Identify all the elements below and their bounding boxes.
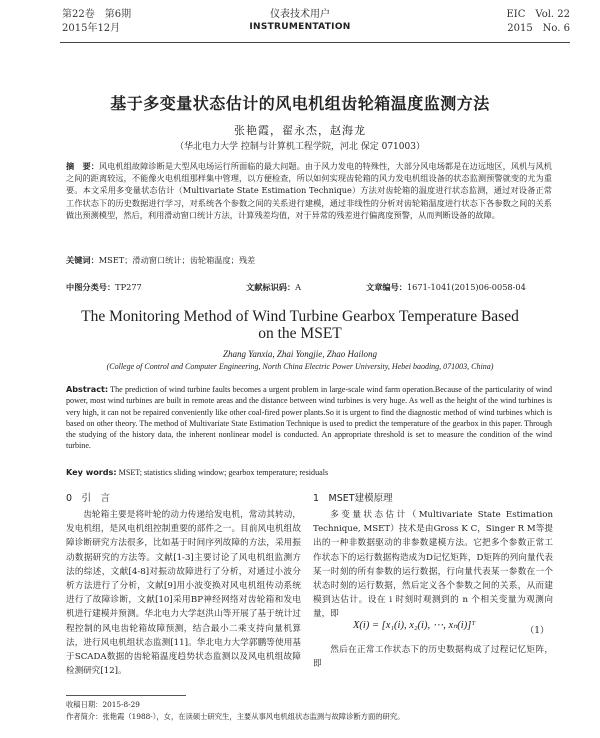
section-1-continuation: 然后在正常工作状态下的历史数据构成了过程记忆矩阵，即	[313, 645, 553, 670]
abstract-cn	[66, 160, 552, 221]
article-number-field	[366, 282, 526, 293]
paper-title-en: The Monitoring Method of Wind Turbine Gearbox Temperature Based on the MSET	[81, 308, 519, 342]
authors-en: Zhang Yanxia, Zhai Yongjie, Zhao Hailong	[222, 349, 378, 359]
clc-label: 中图分类号：	[66, 282, 116, 292]
keywords-cn-text: MSET；滑动窗口统计；齿轮箱温度；残差	[98, 255, 256, 265]
section-0-heading: 0 引 言	[66, 493, 111, 504]
header-journal-en: INSTRUMENTATION	[249, 22, 351, 32]
header-rule	[60, 42, 570, 43]
footnote-received: 收稿日期：2015-8-29	[66, 700, 140, 709]
article-number-label: 文章编号：	[366, 282, 407, 292]
running-header	[0, 8, 600, 48]
doc-code-label: 文献标识码：	[246, 282, 296, 292]
abstract-en-text: The prediction of wind turbine faults becomes a urgent problem in large-scale wind farm operation.Because of the particularity of wind power, most wind turbines are built in remote areas and the distance between wind turbines is very huge. As well as the height of the wind turbines is very high, it can not be repaired conveniently like other coal-fired power plants.So it is urgent to find the diagnostic method of wind turbines which is based on other theory. The method of Multivariate State Estimation Technique is used to predict the temperature of the gearbox in this paper. Through the studying of the history data, the inherent nonlinear model is conducted. An appropriate threshold is set to measure the condition of the wind turbine.	[66, 385, 552, 451]
authors-cn: 张艳霞，翟永杰，赵海龙	[234, 124, 366, 137]
article-number-value: 1671-1041(2015)06-0058-04	[406, 282, 526, 292]
keywords-cn	[66, 255, 552, 266]
header-volume-en: EIC Vol. 22	[506, 9, 570, 20]
header-date-cn: 2015年12月	[62, 23, 121, 34]
header-right	[506, 8, 570, 36]
section-0-body: 齿轮箱主要是将叶轮的动力传递给发电机，常动其转动，发电机组，是风电机组控制重要的部件之一。目前风电机组故障诊断研究方法很多，比如基于时间序列故障的方法，采用振动数据研究的方法等。文献[1-3]主要讨论了风电机组监测方法的综述，文献[4-8]对振动故障进行了分析，对通过小波分析方法进行了分析，文献[9]用小波变换对风电机组传动系统进行了故障诊断，文献[10]采用BP神经网络对齿轮箱和发电机进行建模并预测。华北电力大学赵洪山等开展了基于统计过程控制的风电齿轮箱故障预测，结合最小二乘支持向量机算法，进行风电机组状态监测[11]。华北电力大学郭鹏等使用基于SCADA数据的齿轮箱温度趋势状态监测以及风电机组故障检测研究[12]。	[66, 510, 301, 677]
classification-row	[66, 282, 552, 294]
abstract-cn-label: 摘 要：	[66, 161, 99, 171]
section-1-body: 多变量状态估计（Multivariate State Estimation Technique, MSET）技术是由Gross K C，Singer R M等提出的一种非数据驱动的非参数建模方法。它把多个参数正常工作状态下的运行数据构造成为D记忆矩阵，D矩阵的列向量代表某一时刻的所有参数的运行数据，行向量代表某一参数在一个状态时刻的运行数据，然后定义各个参数之间的关系，从而建模到达估计。设在 i 时刻时观测到的 n 个相关变量为观测向量，即	[313, 510, 553, 620]
abstract-en-label: Abstract:	[66, 384, 109, 394]
abstract-cn-text: 风电机组故障诊断是大型风电场运行所面临的最大问题。由于风力发电的特殊性，大部分风电场都是在边远地区，风机与风机之间的距离较远，不能像火电机组那样集中管理，以方便检查，所以如何实现齿轮箱的风力发电机组设备的状态监测预警就变的尤为重要。本文采用多变量状态估计（Multivariate State Estimation Technique）方法对齿轮箱的温度进行状态监测，通过对设备正常工作状态下的历史数据进行学习，对系统各个参数之间的关系进行建模，通过非线性的分析对齿轮箱温度进行状态下各参数之间的关系做出预测模型，然后，利用滑动窗口统计方法，计算残差均值，对于异常的残差进行偏离度预警，从而判断设备的故障。	[66, 161, 552, 220]
keywords-en-label: Key words:	[66, 467, 117, 477]
header-journal-cn: 仪表技术用户	[270, 9, 330, 20]
footnote-rule	[66, 695, 186, 696]
header-volume-cn: 第22卷 第6期	[62, 9, 132, 20]
clc-field	[66, 282, 142, 293]
abstract-en	[66, 384, 552, 452]
keywords-en	[66, 467, 552, 477]
doc-code-value: A	[295, 282, 302, 292]
affiliation-cn: （华北电力大学 控制与计算机工程学院，河北 保定 071003）	[175, 142, 425, 152]
keywords-en-text: MSET; statistics sliding window; gearbox temperature; residuals	[118, 468, 329, 477]
doc-code-field	[246, 282, 301, 293]
clc-value: TP277	[115, 282, 142, 292]
header-issue-en: 2015 No. 6	[507, 23, 570, 34]
affiliation-en: (College of Control and Computer Engineering, North China Electric Power University, Hebei baoding, 071003, China)	[106, 362, 494, 371]
equation-1-body: X(i) = [x₁(i), x₂(i), ⋯, xₙ(i)]ᵀ	[353, 620, 476, 631]
section-1-heading: 1 MSET建模原理	[313, 493, 393, 504]
paper-title-cn: 基于多变量状态估计的风电机组齿轮箱温度监测方法	[110, 94, 490, 113]
keywords-cn-label: 关键词：	[66, 255, 99, 265]
footnote-author-bio: 作者简介：张艳霞（1988-），女，在读硕士研究生，主要从事风电机组状态监测与故障诊断方面的研究。	[66, 712, 405, 721]
equation-1	[313, 615, 553, 639]
equation-1-number: （1）	[525, 626, 549, 636]
